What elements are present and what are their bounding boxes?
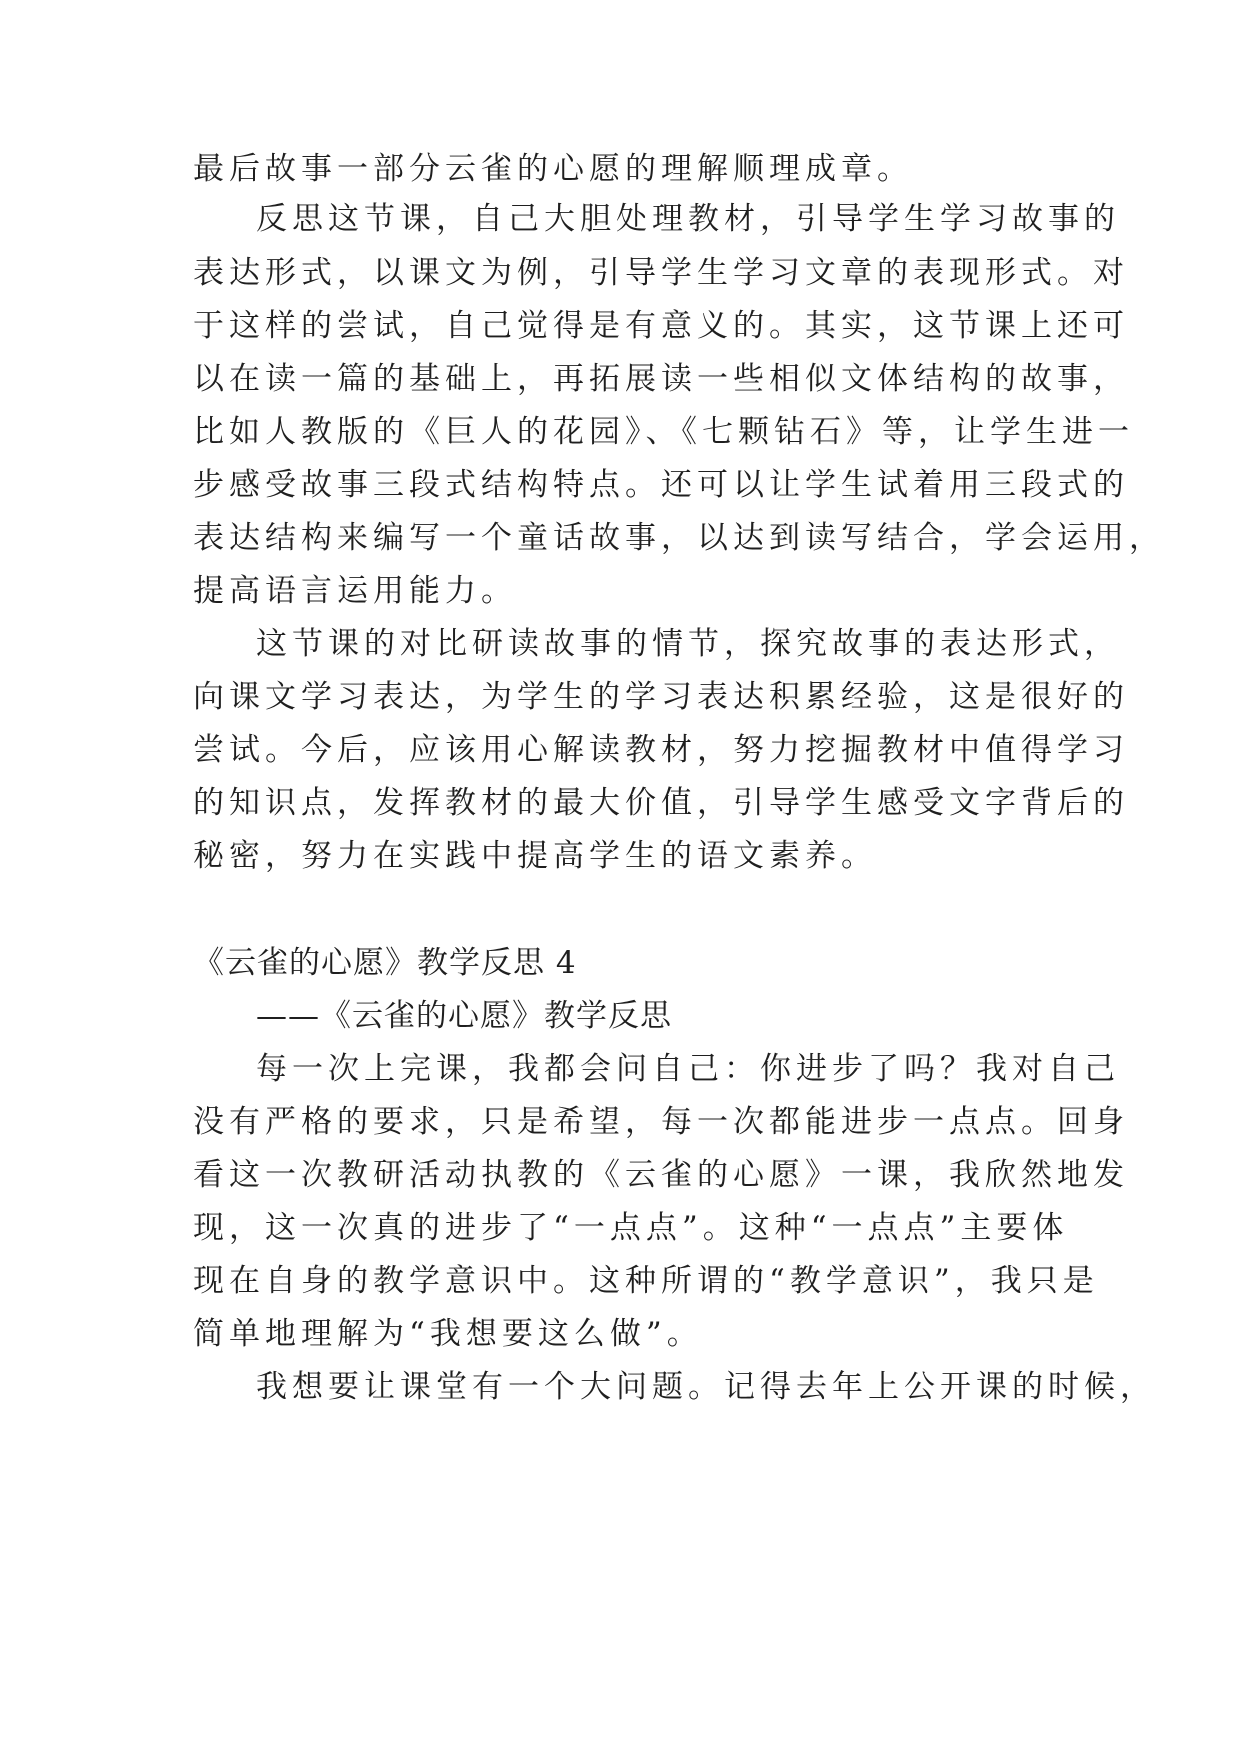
paragraph-3-line-5: 秘密，努力在实践中提高学生的语文素养。 bbox=[193, 838, 877, 874]
paragraph-2-line-3: 于这样的尝试，自己觉得是有意义的。其实，这节课上还可 bbox=[193, 308, 1129, 344]
paragraph-2-line-7: 表达结构来编写一个童话故事，以达到读写结合，学会运用， bbox=[193, 520, 1165, 556]
paragraph-4-line-4: 现，这一次真的进步了“一点点”。这种“一点点”主要体 bbox=[193, 1210, 1069, 1246]
paragraph-3-line-2: 向课文学习表达，为学生的学习表达积累经验，这是很好的 bbox=[193, 679, 1129, 715]
paragraph-2-line-2: 表达形式，以课文为例，引导学生学习文章的表现形式。对 bbox=[193, 255, 1129, 291]
paragraph-2-line-4: 以在读一篇的基础上，再拓展读一些相似文体结构的故事， bbox=[193, 361, 1129, 397]
paragraph-1-line-1: 最后故事一部分云雀的心愿的理解顺理成章。 bbox=[193, 151, 913, 187]
paragraph-2-line-5: 比如人教版的《巨人的花园》、《七颗钻石》等，让学生进一 bbox=[193, 414, 1134, 450]
paragraph-2-line-8: 提高语言运用能力。 bbox=[193, 573, 517, 609]
paragraph-3-line-3: 尝试。今后，应该用心解读教材，努力挖掘教材中值得学习 bbox=[193, 732, 1129, 768]
paragraph-5-line-1: 我想要让课堂有一个大问题。记得去年上公开课的时候， bbox=[256, 1369, 1156, 1405]
paragraph-4-line-2: 没有严格的要求，只是希望，每一次都能进步一点点。回身 bbox=[193, 1104, 1129, 1140]
paragraph-2-line-6: 步感受故事三段式结构特点。还可以让学生试着用三段式的 bbox=[193, 467, 1129, 503]
paragraph-4-line-3: 看这一次教研活动执教的《云雀的心愿》一课，我欣然地发 bbox=[193, 1157, 1129, 1193]
paragraph-3-line-4: 的知识点，发挥教材的最大价值，引导学生感受文字背后的 bbox=[193, 785, 1129, 821]
section-subtitle: ——《云雀的心愿》教学反思 bbox=[256, 998, 672, 1034]
section-title: 《云雀的心愿》教学反思 4 bbox=[193, 945, 577, 981]
paragraph-4-line-6: 简单地理解为“我想要这么做”。 bbox=[193, 1316, 703, 1352]
paragraph-3-line-1: 这节课的对比研读故事的情节，探究故事的表达形式， bbox=[256, 626, 1120, 662]
paragraph-4-line-5: 现在自身的教学意识中。这种所谓的“教学意识”，我只是 bbox=[193, 1263, 1099, 1299]
paragraph-4-line-1: 每一次上完课，我都会问自己：你进步了吗？我对自己 bbox=[256, 1051, 1120, 1087]
paragraph-2-line-1: 反思这节课，自己大胆处理教材，引导学生学习故事的 bbox=[256, 201, 1120, 237]
